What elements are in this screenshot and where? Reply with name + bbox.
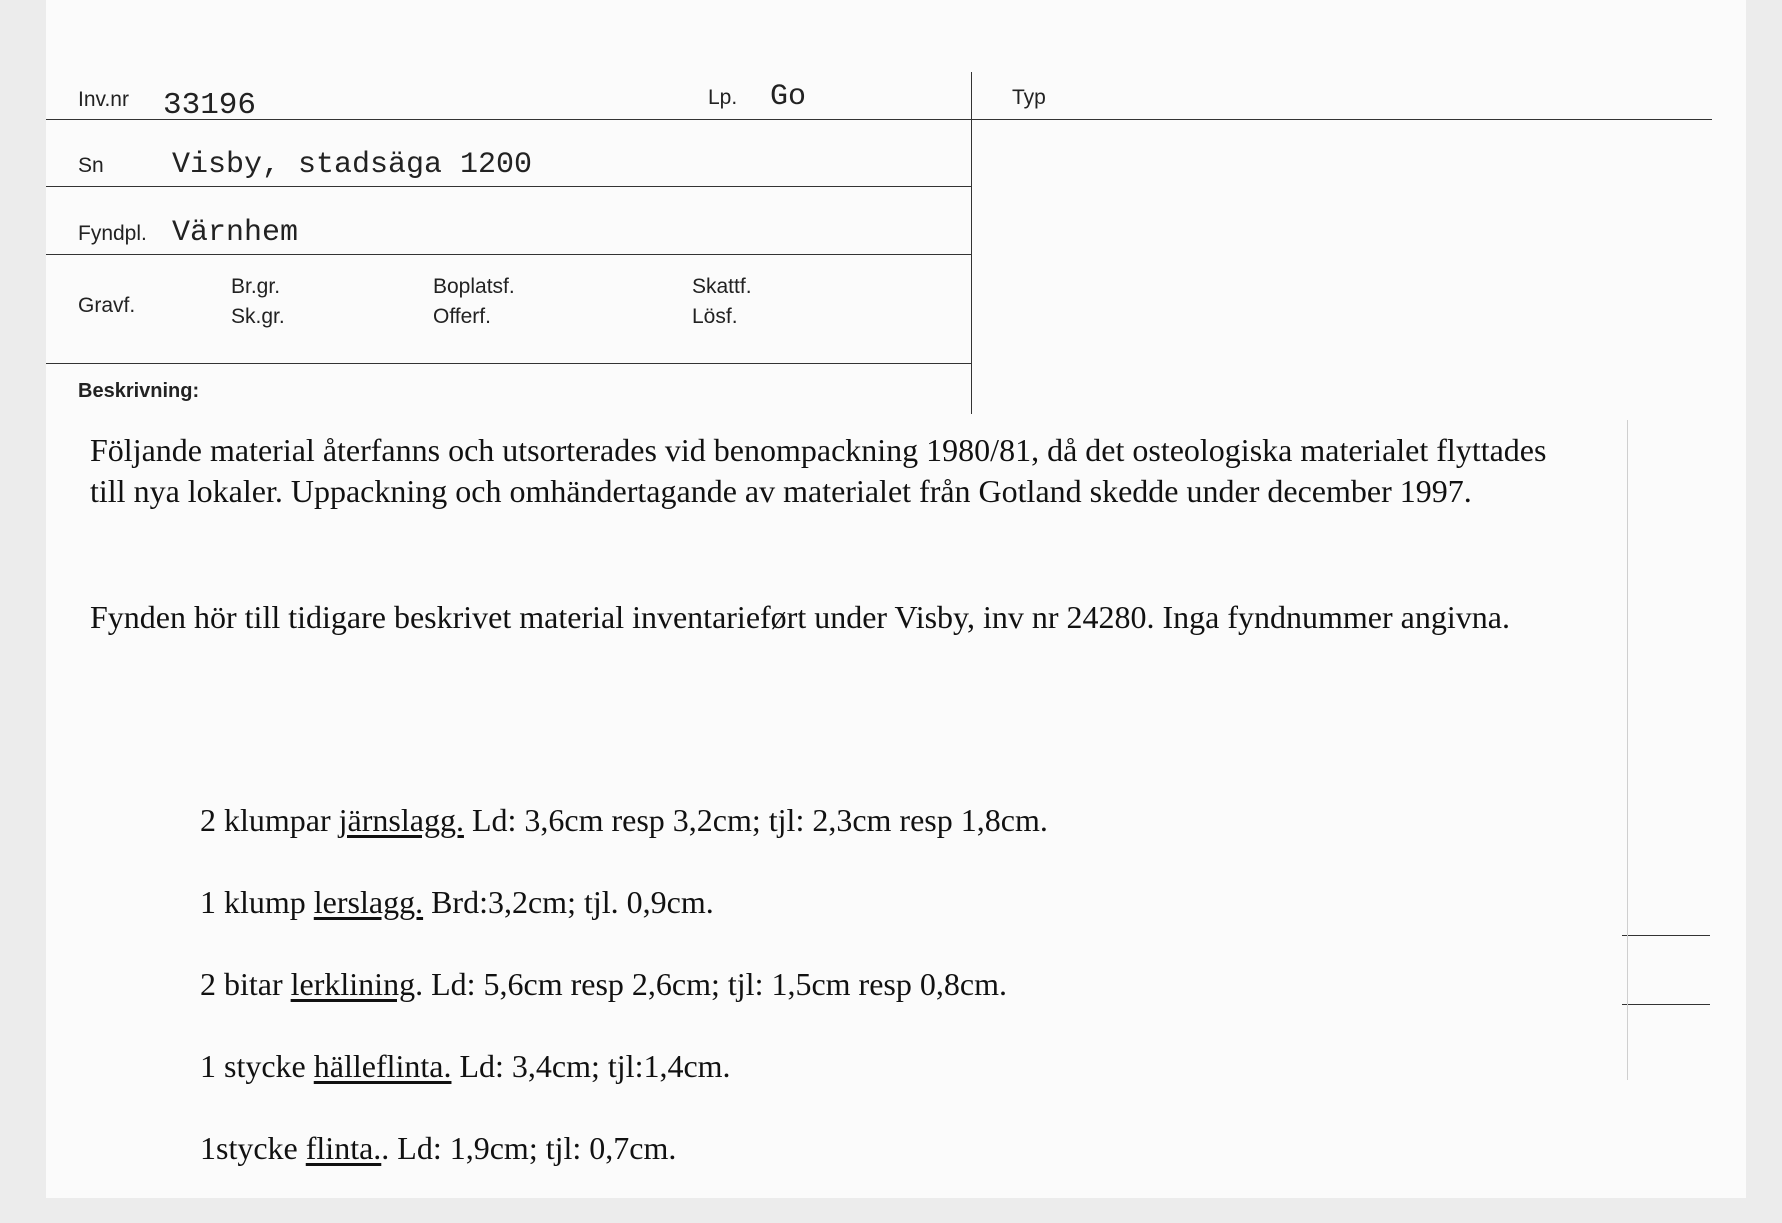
skgr-label: Sk.gr. bbox=[231, 305, 285, 328]
lp-value: Go bbox=[770, 80, 807, 114]
header-rule bbox=[46, 119, 1712, 120]
brgr-label: Br.gr. bbox=[231, 275, 281, 298]
sn-rule bbox=[46, 186, 971, 187]
list-item: 2 bitar lerklining. Ld: 5,6cm resp 2,6cm; tjl: 1,5cm resp 0,8cm. bbox=[200, 966, 1007, 1002]
boplatsf-label: Boplatsf. bbox=[433, 275, 515, 298]
material-name: flinta. bbox=[305, 1130, 382, 1166]
material-name: järnslagg. bbox=[338, 802, 464, 838]
margin-tick bbox=[1622, 1004, 1710, 1005]
losf-label: Lösf. bbox=[692, 305, 738, 328]
list-item: 1stycke flinta.. Ld: 1,9cm; tjl: 0,7cm. bbox=[200, 1130, 677, 1166]
typ-label: Typ bbox=[1012, 86, 1046, 109]
inv-nr-label: Inv.nr bbox=[78, 88, 129, 111]
list-item: 2 klumpar järnslagg. Ld: 3,6cm resp 3,2cm; tjl: 2,3cm resp 1,8cm. bbox=[200, 802, 1048, 838]
category-rule bbox=[46, 363, 971, 364]
description-paragraph-1: Följande material återfanns och utsorterades vid benompackning 1980/81, då det osteologiska materialet flyttades till nya lokaler. Uppackning och omhändertagande av materialet från Gotland skedde under december 1997. bbox=[90, 432, 1547, 509]
fyndpl-label: Fyndpl. bbox=[78, 222, 147, 245]
lp-label: Lp. bbox=[708, 86, 738, 109]
margin-tick bbox=[1622, 935, 1710, 936]
fyndpl-rule bbox=[46, 254, 971, 255]
material-name: hälleflinta. bbox=[313, 1048, 452, 1084]
material-name: lerklining bbox=[290, 966, 416, 1002]
column-divider bbox=[971, 72, 972, 414]
material-name: lerslagg. bbox=[313, 884, 424, 920]
gravf-label: Gravf. bbox=[78, 294, 136, 317]
margin-guide bbox=[1627, 420, 1628, 1080]
fyndpl-value: Värnhem bbox=[172, 216, 299, 250]
skattf-label: Skattf. bbox=[692, 275, 752, 298]
list-item: 1 stycke hälleflinta. Ld: 3,4cm; tjl:1,4cm. bbox=[200, 1048, 731, 1084]
offerf-label: Offerf. bbox=[433, 305, 491, 328]
sn-value: Visby, stadsäga 1200 bbox=[172, 148, 533, 182]
description-paragraph-2: Fynden hör till tidigare beskrivet material inventarieført under Visby, inv nr 24280. Inga fyndnummer angivna. bbox=[90, 599, 1510, 635]
list-item: 1 klump lerslagg. Brd:3,2cm; tjl. 0,9cm. bbox=[200, 884, 714, 920]
inv-nr-value: 33196 bbox=[163, 88, 257, 123]
beskrivning-label: Beskrivning: bbox=[78, 380, 200, 402]
sn-label: Sn bbox=[78, 154, 104, 177]
